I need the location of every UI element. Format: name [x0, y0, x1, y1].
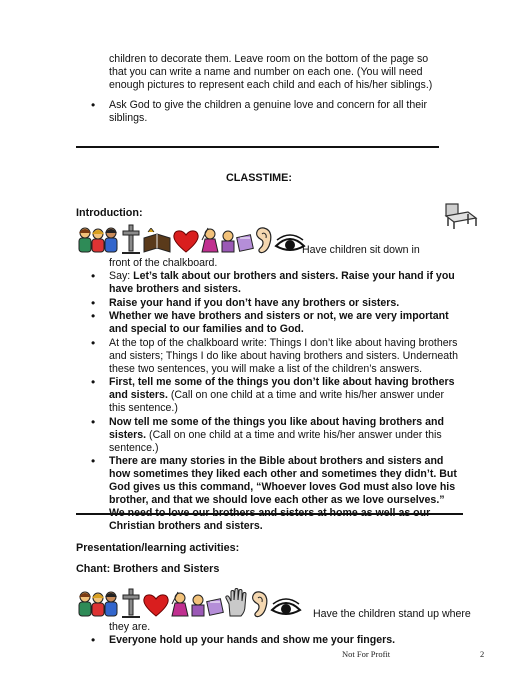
intro-icon-caption-cont: front of the chalkboard.: [109, 257, 218, 269]
intro-icon-row: [76, 224, 306, 254]
list-item: • First, tell me some of the things you don’t like about having brothers and sisters. (Call on one child at a time and write his/her answer under this sentence.): [109, 376, 461, 415]
divider: [76, 146, 439, 148]
ear-icon: [254, 226, 274, 254]
footer-text: Not For Profit: [342, 649, 391, 659]
intro-icon-caption: Have children sit down in: [302, 244, 420, 256]
introduction-heading: Introduction:: [76, 207, 143, 219]
classtime-heading: CLASSTIME:: [226, 172, 292, 184]
children-icon: [76, 590, 120, 618]
list-item: • Whether we have brothers and sisters or not, we are very important and special to our families and to God.: [109, 310, 461, 336]
list-item: • Ask God to give the children a genuine love and concern for all their siblings.: [109, 99, 439, 125]
heart-icon: [142, 592, 170, 618]
top-bullet-list: [109, 99, 439, 126]
hand-icon: [224, 588, 250, 618]
ear-icon: [250, 590, 270, 618]
list-item: • Say: Let’s talk about our brothers and sisters. Raise your hand if you have brothers and sisters.: [109, 270, 461, 296]
heart-icon: [172, 228, 200, 254]
divider: [76, 513, 463, 515]
bible-icon: [142, 228, 172, 254]
cross-icon: [120, 224, 142, 254]
chair-icon: [442, 202, 478, 235]
list-item: • Everyone hold up your hands and show me your fingers.: [109, 634, 461, 647]
eye-icon: [270, 598, 302, 618]
page-number: 2: [480, 649, 485, 659]
puppets-icon: [200, 226, 254, 254]
intro-bullet-list: [109, 270, 461, 534]
chant-icon-caption: Have the children stand up where: [313, 608, 471, 620]
puppets-icon: [170, 590, 224, 618]
chant-heading: Chant: Brothers and Sisters: [76, 563, 220, 575]
chant-icon-caption-cont: they are.: [109, 621, 151, 633]
list-item: • Raise your hand if you don’t have any brothers or sisters.: [109, 297, 461, 310]
list-item: • Now tell me some of the things you like about having brothers and sisters. (Call on one child at a time and write his/her answer under this sentence.): [109, 416, 461, 455]
children-icon: [76, 226, 120, 254]
list-item: • At the top of the chalkboard write: Things I don’t like about having brothers and sisters; Things I do like about having brothers and sisters. Underneath these two sentences, you will make a list of the children’s answers.: [109, 337, 461, 376]
chant-icon-row: [76, 588, 302, 618]
chant-bullet-list: [109, 634, 461, 648]
presentation-heading: Presentation/learning activities:: [76, 542, 240, 554]
list-item: • There are many stories in the Bible about brothers and sisters and how sometimes they liked each other and sometimes they didn’t. But God gives us this command, “Whoever loves God must also love his brother, and that we should love each other as we love ourselves.” Christian brothers and sisters.: [109, 455, 461, 533]
cross-icon: [120, 588, 142, 618]
top-continuation: children to decorate them. Leave room on the bottom of the page so that you can write a name and number on each one. (You will need enough pictures to represent each child and each of his/her siblings.): [109, 53, 433, 91]
